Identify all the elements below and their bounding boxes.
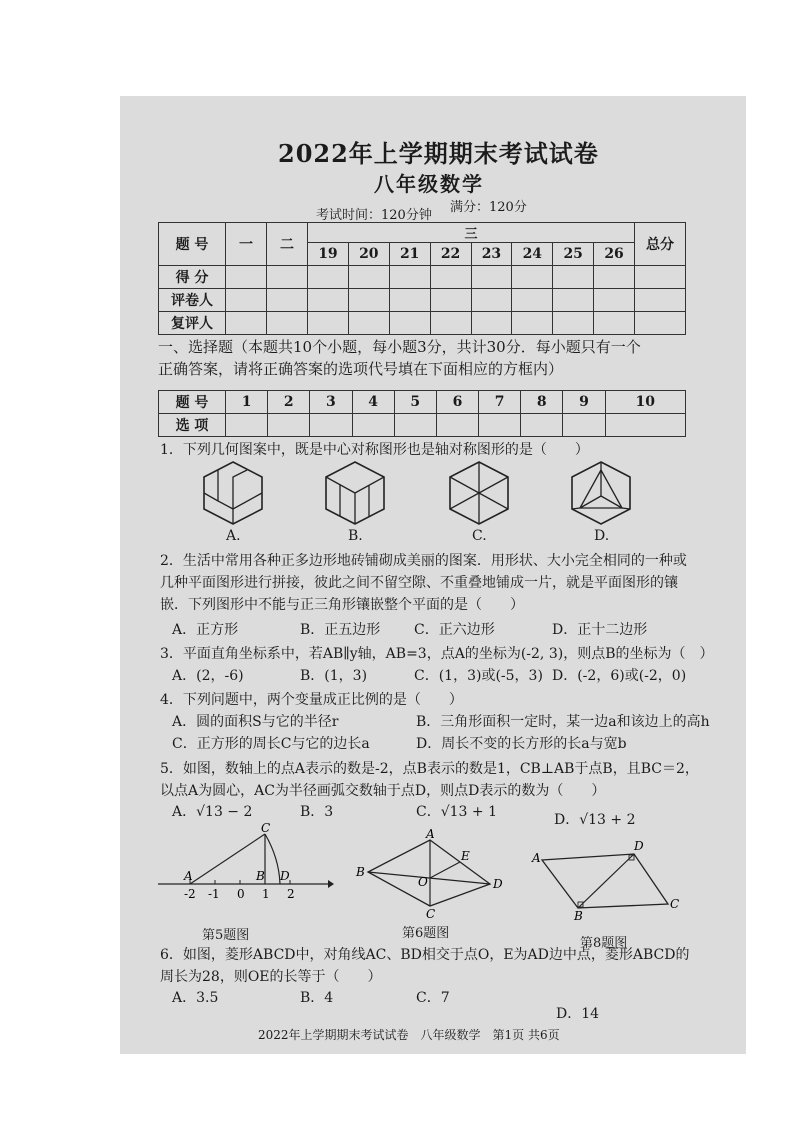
score-table-sub-number: 19 (308, 243, 349, 266)
section1-heading (158, 336, 641, 380)
score-table-sub-number: 23 (471, 243, 512, 266)
fig5-tick-label: 2 (287, 887, 295, 901)
q3-option-b: B．(1，3) (300, 668, 368, 684)
score-table-total: 总分 (635, 223, 686, 266)
q3-option-d: D．(-2，6)或(-2，0) (552, 668, 687, 684)
q2-text (160, 550, 687, 616)
fig6-label-e: E (461, 849, 470, 863)
q2-line: 嵌．下列图形中不能与正三角形镶嵌整个平面的是（ ） (160, 597, 524, 613)
answer-table-number: 7 (479, 391, 521, 414)
answer-cell[interactable] (563, 414, 605, 437)
fig6-label-b: B (356, 865, 365, 879)
q3-text: 3．平面直角坐标系中，若AB∥y轴，AB=3，点A的坐标为(-2, 3)，则点B的坐标为（ ） (160, 646, 714, 662)
score-table-sub-number: 21 (389, 243, 430, 266)
q4-option-b: B．三角形面积一定时，某一边a和该边上的高h (416, 714, 710, 730)
q5-option-a: A．√13 − 2 (172, 804, 253, 820)
score-row (159, 266, 686, 289)
answer-cell[interactable] (352, 414, 394, 437)
score-row-label: 得 分 (159, 266, 226, 289)
q1-option-a: A. (226, 528, 241, 544)
answer-table-number: 1 (226, 391, 268, 414)
fig5-numberline-figure (158, 821, 334, 910)
q1-figure-b (322, 460, 388, 526)
q5-line: 以点A为圆心，AC为半径画弧交数轴于点D，则点D表示的数为（ ） (160, 783, 606, 799)
q5-option-c: C．√13 + 1 (416, 804, 497, 820)
answer-cell[interactable] (605, 414, 685, 437)
score-table-sub-number: 20 (348, 243, 389, 266)
answer-table-number: 8 (521, 391, 563, 414)
q5-option-d: D．√13 + 2 (554, 812, 636, 828)
answer-cell[interactable] (268, 414, 310, 437)
answer-table-number: 3 (310, 391, 352, 414)
q1-figure-c (446, 460, 512, 526)
q1-option-b: B. (348, 528, 363, 544)
fig5-caption: 第5题图 (202, 928, 250, 943)
answer-cell[interactable] (436, 414, 478, 437)
fig8-caption: 第8题图 (580, 936, 628, 951)
answer-cell[interactable] (226, 414, 268, 437)
score-table-col-three: 三 (308, 223, 635, 243)
q6-option-c: C．7 (416, 990, 450, 1006)
q6-line: 6．如图，菱形ABCD中，对角线AC、BD相交于点O，E为AD边中点，菱形ABCD的 (160, 947, 690, 963)
exam-paper (120, 96, 746, 1054)
fig5-tick-label: 1 (262, 887, 270, 901)
answer-cell[interactable] (521, 414, 563, 437)
answer-table-number: 10 (605, 391, 685, 414)
fig5-label-d: D (280, 869, 290, 883)
q1-figure-a (200, 460, 266, 526)
q4-option-a: A．圆的面积S与它的半径r (172, 714, 339, 730)
answer-table-q-label: 题 号 (159, 391, 226, 414)
page-footer: 2022年上学期期末考试试卷 八年级数学 第1页 共6页 (258, 1028, 560, 1042)
fig5-tick-label: -2 (184, 887, 196, 901)
q2-option-d: D．正十二边形 (552, 622, 648, 638)
q6-option-d: D．14 (556, 1006, 600, 1022)
q2-line: 2．生活中常用各种正多边形地砖铺砌成美丽的图案．用形状、大小完全相同的一种或 (160, 553, 687, 569)
q1-option-d: D. (594, 528, 610, 544)
q6-option-b: B．4 (300, 990, 334, 1006)
score-table-sub-number: 24 (512, 243, 553, 266)
fig6-label-o: O (418, 875, 428, 889)
answer-table-number: 6 (436, 391, 478, 414)
score-row (159, 289, 686, 312)
q6-option-a: A．3.5 (172, 990, 219, 1006)
fig8-label-b: B (574, 909, 583, 923)
answer-table-opt-label: 选 项 (159, 414, 226, 437)
fig5-tick-label: -1 (208, 887, 220, 901)
q4-option-d: D．周长不变的长方形的长a与宽b (416, 736, 627, 752)
fig5-tick-label: 0 (237, 887, 245, 901)
exam-title: 2022年上学期期末考试试卷 (278, 139, 599, 168)
answer-table-number: 4 (352, 391, 394, 414)
q5-option-b: B．3 (300, 804, 334, 820)
fig6-label-a: A (426, 827, 435, 841)
fig8-parallelogram-figure (532, 839, 682, 923)
fig5-label-b: B (256, 869, 265, 883)
score-table-col-one: 一 (226, 223, 267, 266)
q4-option-c: C．正方形的周长C与它的边长a (172, 736, 370, 752)
q6-text (160, 944, 689, 988)
q2-option-a: A．正方形 (172, 622, 239, 638)
q3-option-c: C．(1，3)或(-5，3) (414, 668, 543, 684)
score-row-label: 复评人 (159, 312, 226, 335)
q3-option-a: A．(2，-6) (172, 668, 244, 684)
score-table-col-two: 二 (267, 223, 308, 266)
q5-line: 5．如图，数轴上的点A表示的数是-2，点B表示的数是1，CB⊥AB于点B，且BC＝2， (160, 761, 699, 777)
score-table-sub-number: 22 (430, 243, 471, 266)
q4-text: 4．下列问题中，两个变量成正比例的是（ ） (160, 692, 463, 708)
q2-line: 几种平面图形进行拼接，彼此之间不留空隙、不重叠地铺成一片，就是平面图形的镶 (160, 575, 678, 591)
q6-line: 周长为28，则OE的长等于（ ） (160, 969, 382, 985)
fig6-rhombus-figure (354, 827, 506, 921)
q2-option-b: B．正五边形 (300, 622, 381, 638)
fig5-label-a: A (184, 869, 193, 883)
score-table-q-label: 题 号 (159, 223, 226, 266)
score-table-sub-number: 25 (553, 243, 594, 266)
score-table (158, 222, 686, 335)
fig5-label-c: C (261, 821, 271, 835)
answer-cell[interactable] (310, 414, 352, 437)
answer-table (158, 390, 686, 437)
q5-text (160, 758, 699, 802)
q1-figure-d (568, 460, 634, 526)
fig6-caption: 第6题图 (402, 926, 450, 941)
fig8-label-d: D (634, 839, 644, 853)
exam-score: 满分：120分 (450, 200, 527, 215)
answer-cell[interactable] (479, 414, 521, 437)
fig8-label-c: C (670, 897, 680, 911)
fig6-label-d: D (493, 877, 503, 891)
q1-option-c: C. (472, 528, 487, 544)
fig8-label-a: A (532, 851, 541, 865)
fig6-label-c: C (426, 907, 436, 921)
answer-cell[interactable] (394, 414, 436, 437)
section1-heading-line1: 一、选择题（本题共10个小题，每小题3分，共计30分．每小题只有一个 (158, 338, 641, 356)
q2-option-c: C．正六边形 (414, 622, 495, 638)
section1-heading-line2: 正确答案，请将正确答案的选项代号填在下面相应的方框内） (158, 360, 564, 378)
answer-table-number: 2 (268, 391, 310, 414)
exam-time: 考试时间：120分钟 (316, 208, 432, 223)
answer-table-number: 9 (563, 391, 605, 414)
exam-subject: 八年级数学 (374, 172, 484, 196)
score-row-label: 评卷人 (159, 289, 226, 312)
score-row (159, 312, 686, 335)
answer-table-number: 5 (394, 391, 436, 414)
score-table-sub-number: 26 (594, 243, 635, 266)
q1-text: 1．下列几何图案中，既是中心对称图形也是轴对称图形的是（ ） (160, 442, 589, 458)
